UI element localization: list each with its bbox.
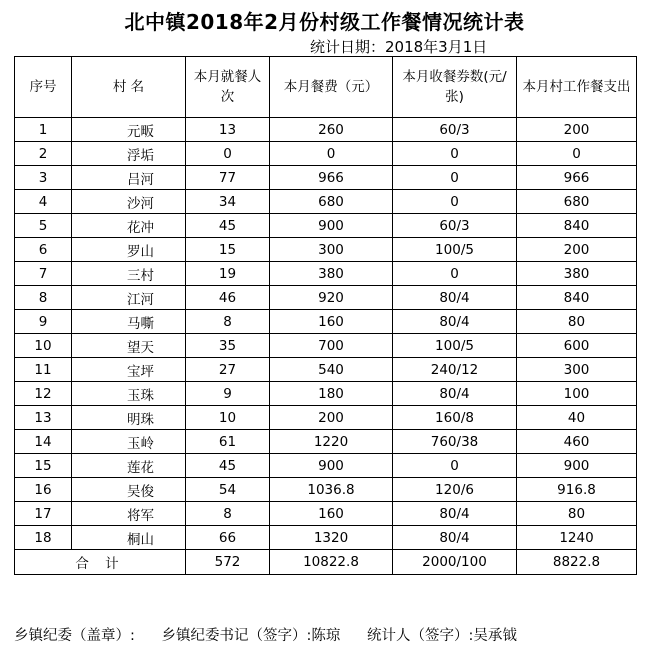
cell-expense: 460 xyxy=(517,430,637,454)
cell-expense: 0 xyxy=(517,142,637,166)
cell-expense: 840 xyxy=(517,214,637,238)
cell-coupons: 100/5 xyxy=(393,334,517,358)
cell-coupons: 80/4 xyxy=(393,502,517,526)
table-row xyxy=(15,454,637,478)
cell-expense: 1240 xyxy=(517,526,637,550)
table-row xyxy=(15,166,637,190)
cell-cost: 300 xyxy=(270,238,393,262)
cell-village: 望天 xyxy=(72,334,186,358)
cell-cost: 160 xyxy=(270,502,393,526)
header-seq: 序号 xyxy=(15,57,72,118)
cell-diners: 34 xyxy=(186,190,270,214)
cell-coupons: 60/3 xyxy=(393,214,517,238)
table-row xyxy=(15,502,637,526)
table-row xyxy=(15,286,637,310)
cell-cost: 540 xyxy=(270,358,393,382)
cell-seq: 10 xyxy=(15,334,72,358)
village-meal-table xyxy=(14,56,637,575)
statistics-date: 统计日期：2018年3月1日 xyxy=(310,38,488,56)
cell-cost: 1036.8 xyxy=(270,478,393,502)
cell-coupons: 80/4 xyxy=(393,310,517,334)
total-coupons: 2000/100 xyxy=(393,550,517,575)
cell-seq: 11 xyxy=(15,358,72,382)
cell-expense: 900 xyxy=(517,454,637,478)
table-row xyxy=(15,310,637,334)
header-cost: 本月餐费（元） xyxy=(270,57,393,118)
statistician-signature-label: 统计人（签字）:吴承钺 xyxy=(367,628,517,644)
cell-seq: 2 xyxy=(15,142,72,166)
cell-cost: 380 xyxy=(270,262,393,286)
cell-seq: 17 xyxy=(15,502,72,526)
cell-diners: 27 xyxy=(186,358,270,382)
cell-expense: 966 xyxy=(517,166,637,190)
cell-expense: 80 xyxy=(517,310,637,334)
cell-coupons: 60/3 xyxy=(393,118,517,142)
total-diners: 572 xyxy=(186,550,270,575)
cell-village: 三村 xyxy=(72,262,186,286)
cell-coupons: 100/5 xyxy=(393,238,517,262)
cell-village: 桐山 xyxy=(72,526,186,550)
cell-village: 浮垢 xyxy=(72,142,186,166)
cell-village: 莲花 xyxy=(72,454,186,478)
cell-village: 玉珠 xyxy=(72,382,186,406)
cell-diners: 45 xyxy=(186,214,270,238)
table-row xyxy=(15,118,637,142)
total-cost: 10822.8 xyxy=(270,550,393,575)
cell-cost: 1320 xyxy=(270,526,393,550)
cell-coupons: 0 xyxy=(393,142,517,166)
cell-coupons: 0 xyxy=(393,454,517,478)
cell-diners: 8 xyxy=(186,502,270,526)
cell-seq: 3 xyxy=(15,166,72,190)
cell-diners: 13 xyxy=(186,118,270,142)
cell-coupons: 0 xyxy=(393,190,517,214)
cell-seq: 9 xyxy=(15,310,72,334)
cell-expense: 40 xyxy=(517,406,637,430)
cell-cost: 900 xyxy=(270,214,393,238)
cell-seq: 8 xyxy=(15,286,72,310)
table-row xyxy=(15,430,637,454)
cell-village: 玉岭 xyxy=(72,430,186,454)
table-row xyxy=(15,262,637,286)
document-title: 北中镇2018年2月份村级工作餐情况统计表 xyxy=(124,10,525,34)
cell-diners: 66 xyxy=(186,526,270,550)
cell-seq: 14 xyxy=(15,430,72,454)
cell-diners: 10 xyxy=(186,406,270,430)
total-expense: 8822.8 xyxy=(517,550,637,575)
cell-expense: 600 xyxy=(517,334,637,358)
cell-village: 花冲 xyxy=(72,214,186,238)
cell-coupons: 80/4 xyxy=(393,382,517,406)
commission-seal-label: 乡镇纪委（盖章）: xyxy=(14,628,135,644)
cell-diners: 9 xyxy=(186,382,270,406)
cell-diners: 46 xyxy=(186,286,270,310)
table-header-row xyxy=(15,57,637,118)
cell-diners: 19 xyxy=(186,262,270,286)
table-row xyxy=(15,334,637,358)
cell-cost: 160 xyxy=(270,310,393,334)
cell-coupons: 0 xyxy=(393,166,517,190)
header-diners: 本月就餐人 次 xyxy=(186,57,270,118)
cell-coupons: 0 xyxy=(393,262,517,286)
cell-seq: 18 xyxy=(15,526,72,550)
cell-village: 江河 xyxy=(72,286,186,310)
cell-expense: 680 xyxy=(517,190,637,214)
cell-diners: 54 xyxy=(186,478,270,502)
cell-seq: 13 xyxy=(15,406,72,430)
table-row xyxy=(15,142,637,166)
cell-diners: 61 xyxy=(186,430,270,454)
cell-coupons: 240/12 xyxy=(393,358,517,382)
cell-seq: 15 xyxy=(15,454,72,478)
cell-seq: 1 xyxy=(15,118,72,142)
cell-expense: 916.8 xyxy=(517,478,637,502)
table-row xyxy=(15,214,637,238)
cell-expense: 200 xyxy=(517,118,637,142)
cell-diners: 0 xyxy=(186,142,270,166)
cell-diners: 77 xyxy=(186,166,270,190)
total-row xyxy=(15,550,637,575)
signature-footer xyxy=(14,624,639,645)
table-row xyxy=(15,478,637,502)
cell-seq: 12 xyxy=(15,382,72,406)
cell-village: 吴俊 xyxy=(72,478,186,502)
cell-village: 宝坪 xyxy=(72,358,186,382)
cell-coupons: 80/4 xyxy=(393,286,517,310)
total-label: 合 计 xyxy=(15,550,186,575)
table-row xyxy=(15,358,637,382)
header-expense: 本月村工作餐支出 xyxy=(517,57,637,118)
cell-seq: 6 xyxy=(15,238,72,262)
cell-expense: 840 xyxy=(517,286,637,310)
cell-expense: 300 xyxy=(517,358,637,382)
cell-diners: 35 xyxy=(186,334,270,358)
cell-seq: 5 xyxy=(15,214,72,238)
cell-seq: 4 xyxy=(15,190,72,214)
cell-village: 将军 xyxy=(72,502,186,526)
cell-coupons: 80/4 xyxy=(393,526,517,550)
cell-expense: 80 xyxy=(517,502,637,526)
cell-diners: 45 xyxy=(186,454,270,478)
header-village: 村 名 xyxy=(72,57,186,118)
cell-expense: 200 xyxy=(517,238,637,262)
table-row xyxy=(15,190,637,214)
cell-village: 明珠 xyxy=(72,406,186,430)
cell-cost: 966 xyxy=(270,166,393,190)
cell-cost: 680 xyxy=(270,190,393,214)
cell-village: 马嘶 xyxy=(72,310,186,334)
cell-diners: 8 xyxy=(186,310,270,334)
cell-coupons: 160/8 xyxy=(393,406,517,430)
secretary-signature-label: 乡镇纪委书记（签字）:陈琼 xyxy=(161,628,341,644)
cell-expense: 100 xyxy=(517,382,637,406)
table-row xyxy=(15,382,637,406)
table-row xyxy=(15,406,637,430)
cell-cost: 260 xyxy=(270,118,393,142)
cell-village: 吕河 xyxy=(72,166,186,190)
table-row xyxy=(15,526,637,550)
cell-cost: 180 xyxy=(270,382,393,406)
cell-seq: 7 xyxy=(15,262,72,286)
cell-village: 沙河 xyxy=(72,190,186,214)
cell-expense: 380 xyxy=(517,262,637,286)
cell-cost: 200 xyxy=(270,406,393,430)
cell-cost: 920 xyxy=(270,286,393,310)
cell-cost: 700 xyxy=(270,334,393,358)
cell-village: 元畈 xyxy=(72,118,186,142)
cell-cost: 0 xyxy=(270,142,393,166)
cell-coupons: 760/38 xyxy=(393,430,517,454)
cell-cost: 1220 xyxy=(270,430,393,454)
table-row xyxy=(15,238,637,262)
cell-diners: 15 xyxy=(186,238,270,262)
header-coupons: 本月收餐券数(元/张) xyxy=(393,57,517,118)
cell-cost: 900 xyxy=(270,454,393,478)
cell-village: 罗山 xyxy=(72,238,186,262)
cell-coupons: 120/6 xyxy=(393,478,517,502)
cell-seq: 16 xyxy=(15,478,72,502)
